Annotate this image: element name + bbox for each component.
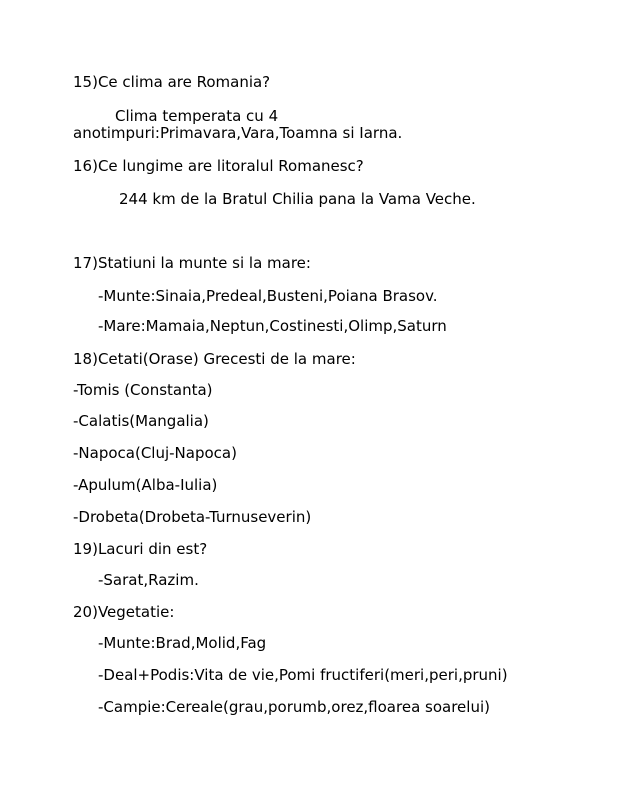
- question-19: 19)Lacuri din est?: [73, 540, 208, 558]
- answer-18-item: -Calatis(Mangalia): [73, 412, 209, 430]
- answer-19: -Sarat,Razim.: [98, 571, 199, 589]
- answer-15-line1: Clima temperata cu 4: [115, 107, 279, 125]
- answer-18-item: -Tomis (Constanta): [73, 381, 213, 399]
- answer-20-campie: -Campie:Cereale(grau,porumb,orez,floarea soarelui): [98, 698, 490, 716]
- answer-20-deal: -Deal+Podis:Vita de vie,Pomi fructiferi(meri,peri,pruni): [98, 666, 508, 684]
- question-20: 20)Vegetatie:: [73, 603, 175, 621]
- answer-20-munte: -Munte:Brad,Molid,Fag: [98, 634, 267, 652]
- answer-16: 244 km de la Bratul Chilia pana la Vama Veche.: [119, 190, 476, 208]
- answer-17-munte: -Munte:Sinaia,Predeal,Busteni,Poiana Brasov.: [98, 287, 438, 305]
- question-15: 15)Ce clima are Romania?: [73, 73, 271, 91]
- question-16: 16)Ce lungime are litoralul Romanesc?: [73, 157, 364, 175]
- answer-18-item: -Napoca(Cluj-Napoca): [73, 444, 237, 462]
- answer-18-item: -Apulum(Alba-Iulia): [73, 476, 218, 494]
- question-18: 18)Cetati(Orase) Grecesti de la mare:: [73, 350, 356, 368]
- answer-15-line2: anotimpuri:Primavara,Vara,Toamna si Iarna.: [73, 124, 403, 142]
- answer-18-item: -Drobeta(Drobeta-Turnuseverin): [73, 508, 312, 526]
- answer-17-mare: -Mare:Mamaia,Neptun,Costinesti,Olimp,Saturn: [98, 317, 447, 335]
- question-17: 17)Statiuni la munte si la mare:: [73, 254, 311, 272]
